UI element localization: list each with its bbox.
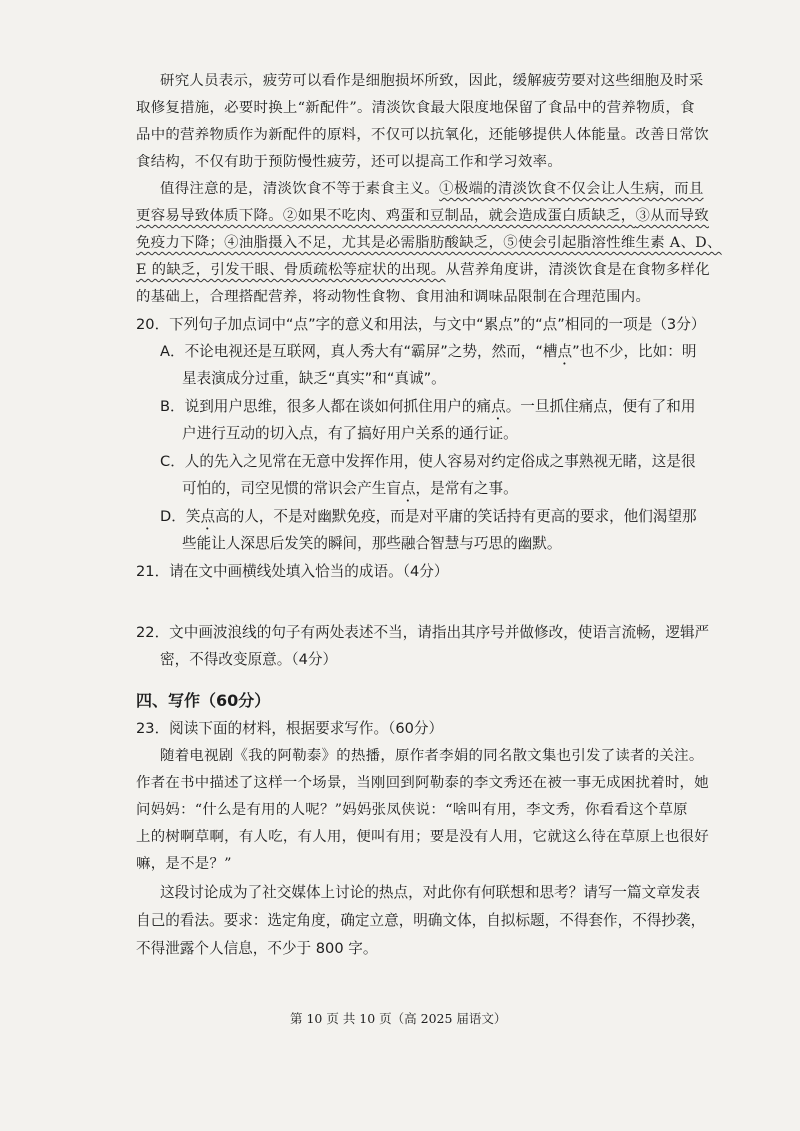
q20-option-c-line1: C．人的先入之见常在无意中发挥作用，使人容易对约定俗成之事熟视无睹，这是很	[160, 453, 696, 470]
passage-para2-line5: 的基础上，合理搭配营养，将动物性食物、食用油和调味品限制在合理范围内。	[136, 289, 651, 305]
q20-stem: 20．下列句子加点词中“点”字的意义和用法，与文中“累点”的“点”相同的一项是（3分）	[136, 316, 706, 333]
passage-para2-line3	[136, 232, 722, 254]
wavy-sentence-text: 。②如果不吃肉、鸡蛋和豆制品，就会造成蛋白质缺乏，	[268, 208, 636, 224]
q20-option-a-line1	[160, 341, 696, 368]
passage-para2-line4	[136, 259, 710, 281]
wavy-sentence-text: ⑤使会引起脂溶性维生素 A、D、	[503, 235, 722, 251]
passage-para1-line3: 品中的营养物质作为新配件的原料，不仅可以抗氧化，还能够提供人体能量。改善日常饮	[136, 127, 709, 143]
dotted-word: 点	[491, 398, 506, 415]
q23-stem: 23．阅读下面的材料，根据要求写作。（60分）	[136, 720, 444, 737]
q23-material-line5: 嘛，是不是？”	[136, 856, 232, 872]
dotted-word: 点	[200, 508, 216, 525]
option-text: ”也不少，比如：明	[572, 343, 697, 360]
option-text: B．说到用户思维，很多人都在谈如何抓住用户的痛	[160, 398, 492, 415]
q20-option-b-line2: 户进行互动的切入点，有了搞好用户关系的通行证。	[182, 425, 518, 442]
q21-stem: 21．请在文中画横线处填入恰当的成语。（4分）	[136, 563, 449, 580]
option-text: 。一旦抓住痛点，便有了和用	[505, 398, 696, 415]
q23-requirement-line2: 自己的看法。要求：选定角度，确定立意，明确文体，自拟标题，不得套作，不得抄袭，	[136, 912, 706, 929]
wavy-sentence-text: ；④油脂摄入不足，尤其是必需脂肪酸缺乏，	[209, 235, 504, 251]
q22-stem-line2: 密，不得改变原意。（4分）	[160, 651, 338, 668]
passage-para1-line2: 取修复措施，必要时换上“新配件”。清淡饮食最大限度地保留了食品中的营养物质，食	[136, 100, 695, 116]
q23-requirement-line3: 不得泄露个人信息，不少于 800 字。	[136, 940, 378, 957]
q23-material-line3: 问妈妈：“什么是有用的人呢？”妈妈张凤侠说：“啥叫有用，李文秀，你看看这个草原	[136, 802, 688, 818]
wavy-sentence-text: 更容易导致体质下降	[136, 208, 269, 224]
q23-material-line1: 随着电视剧《我的阿勒泰》的热播，原作者李娟的同名散文集也引发了读者的关注。	[160, 748, 704, 764]
passage-para2-line2	[136, 205, 709, 227]
page-footer: 第 10 页 共 10 页（高 2025 届语文）	[290, 1011, 507, 1026]
q23-requirement-line1: 这段讨论成为了社交媒体上讨论的热点，对此你有何联想和思考？请写一篇文章发表	[160, 884, 700, 901]
q20-option-b-line1	[160, 396, 695, 423]
passage-para1-line4: 食结构，不仅有助于预防慢性疲劳，还可以提高工作和学习效率。	[136, 154, 563, 170]
q23-material-line2: 作者在书中描述了这样一个场景，当刚回到阿勒泰的李文秀还在被一事无成困扰着时，她	[136, 775, 709, 791]
wavy-sentence-text: 免疫力下降	[136, 235, 210, 251]
option-text: A．不论电视还是互联网，真人秀大有“霸屏”之势，然而，“槽	[160, 343, 558, 360]
para2-plain-text: 从营养角度讲，清淡饮食是在食物多样化	[445, 262, 710, 278]
passage-para1-line1: 研究人员表示，疲劳可以看作是细胞损坏所致，因此，缓解疲劳要对这些细胞及时采	[160, 73, 704, 89]
q22-stem-line1: 22．文中画波浪线的句子有两处表述不当，请指出其序号并做修改，使语言流畅，逻辑严	[136, 624, 710, 641]
dotted-word: 点	[557, 343, 573, 360]
q20-option-c-line2	[182, 478, 518, 505]
para2-plain-text: 值得注意的是，清淡饮食不等于素食主义。	[160, 181, 440, 197]
option-text: 高的人，不是对幽默免疫，而是对平庸的笑话持有更高的要求，他们渴望那	[215, 508, 697, 525]
option-text: ，是常有之事。	[415, 480, 518, 497]
wavy-sentence-text: E 的缺乏，引发干眼、骨质疏松等症状的出现。	[136, 262, 446, 278]
section-heading-writing: 四、写作（60分）	[136, 691, 271, 710]
q20-option-d-line1	[160, 506, 697, 533]
q20-option-d-line2: 些能让人深思后发笑的瞬间，那些融合智慧与巧思的幽默。	[182, 535, 562, 552]
q23-material-line4: 上的树啊草啊，有人吃，有人用，便叫有用；要是没有人用，它就这么待在草原上也很好	[136, 829, 709, 845]
q20-option-a-line2: 星表演成分过重，缺乏“真实”和“真诚”。	[182, 370, 446, 387]
wavy-sentence-text: ③从而导致	[635, 208, 709, 224]
wavy-sentence-text: ①极端的清淡饮食不仅会让人生病，而且	[439, 181, 704, 197]
passage-para2-line1	[160, 178, 704, 200]
dotted-word: 点	[400, 480, 416, 497]
option-text: D．笑	[160, 508, 201, 525]
option-text: 可怕的，司空见惯的常识会产生盲	[182, 480, 401, 497]
